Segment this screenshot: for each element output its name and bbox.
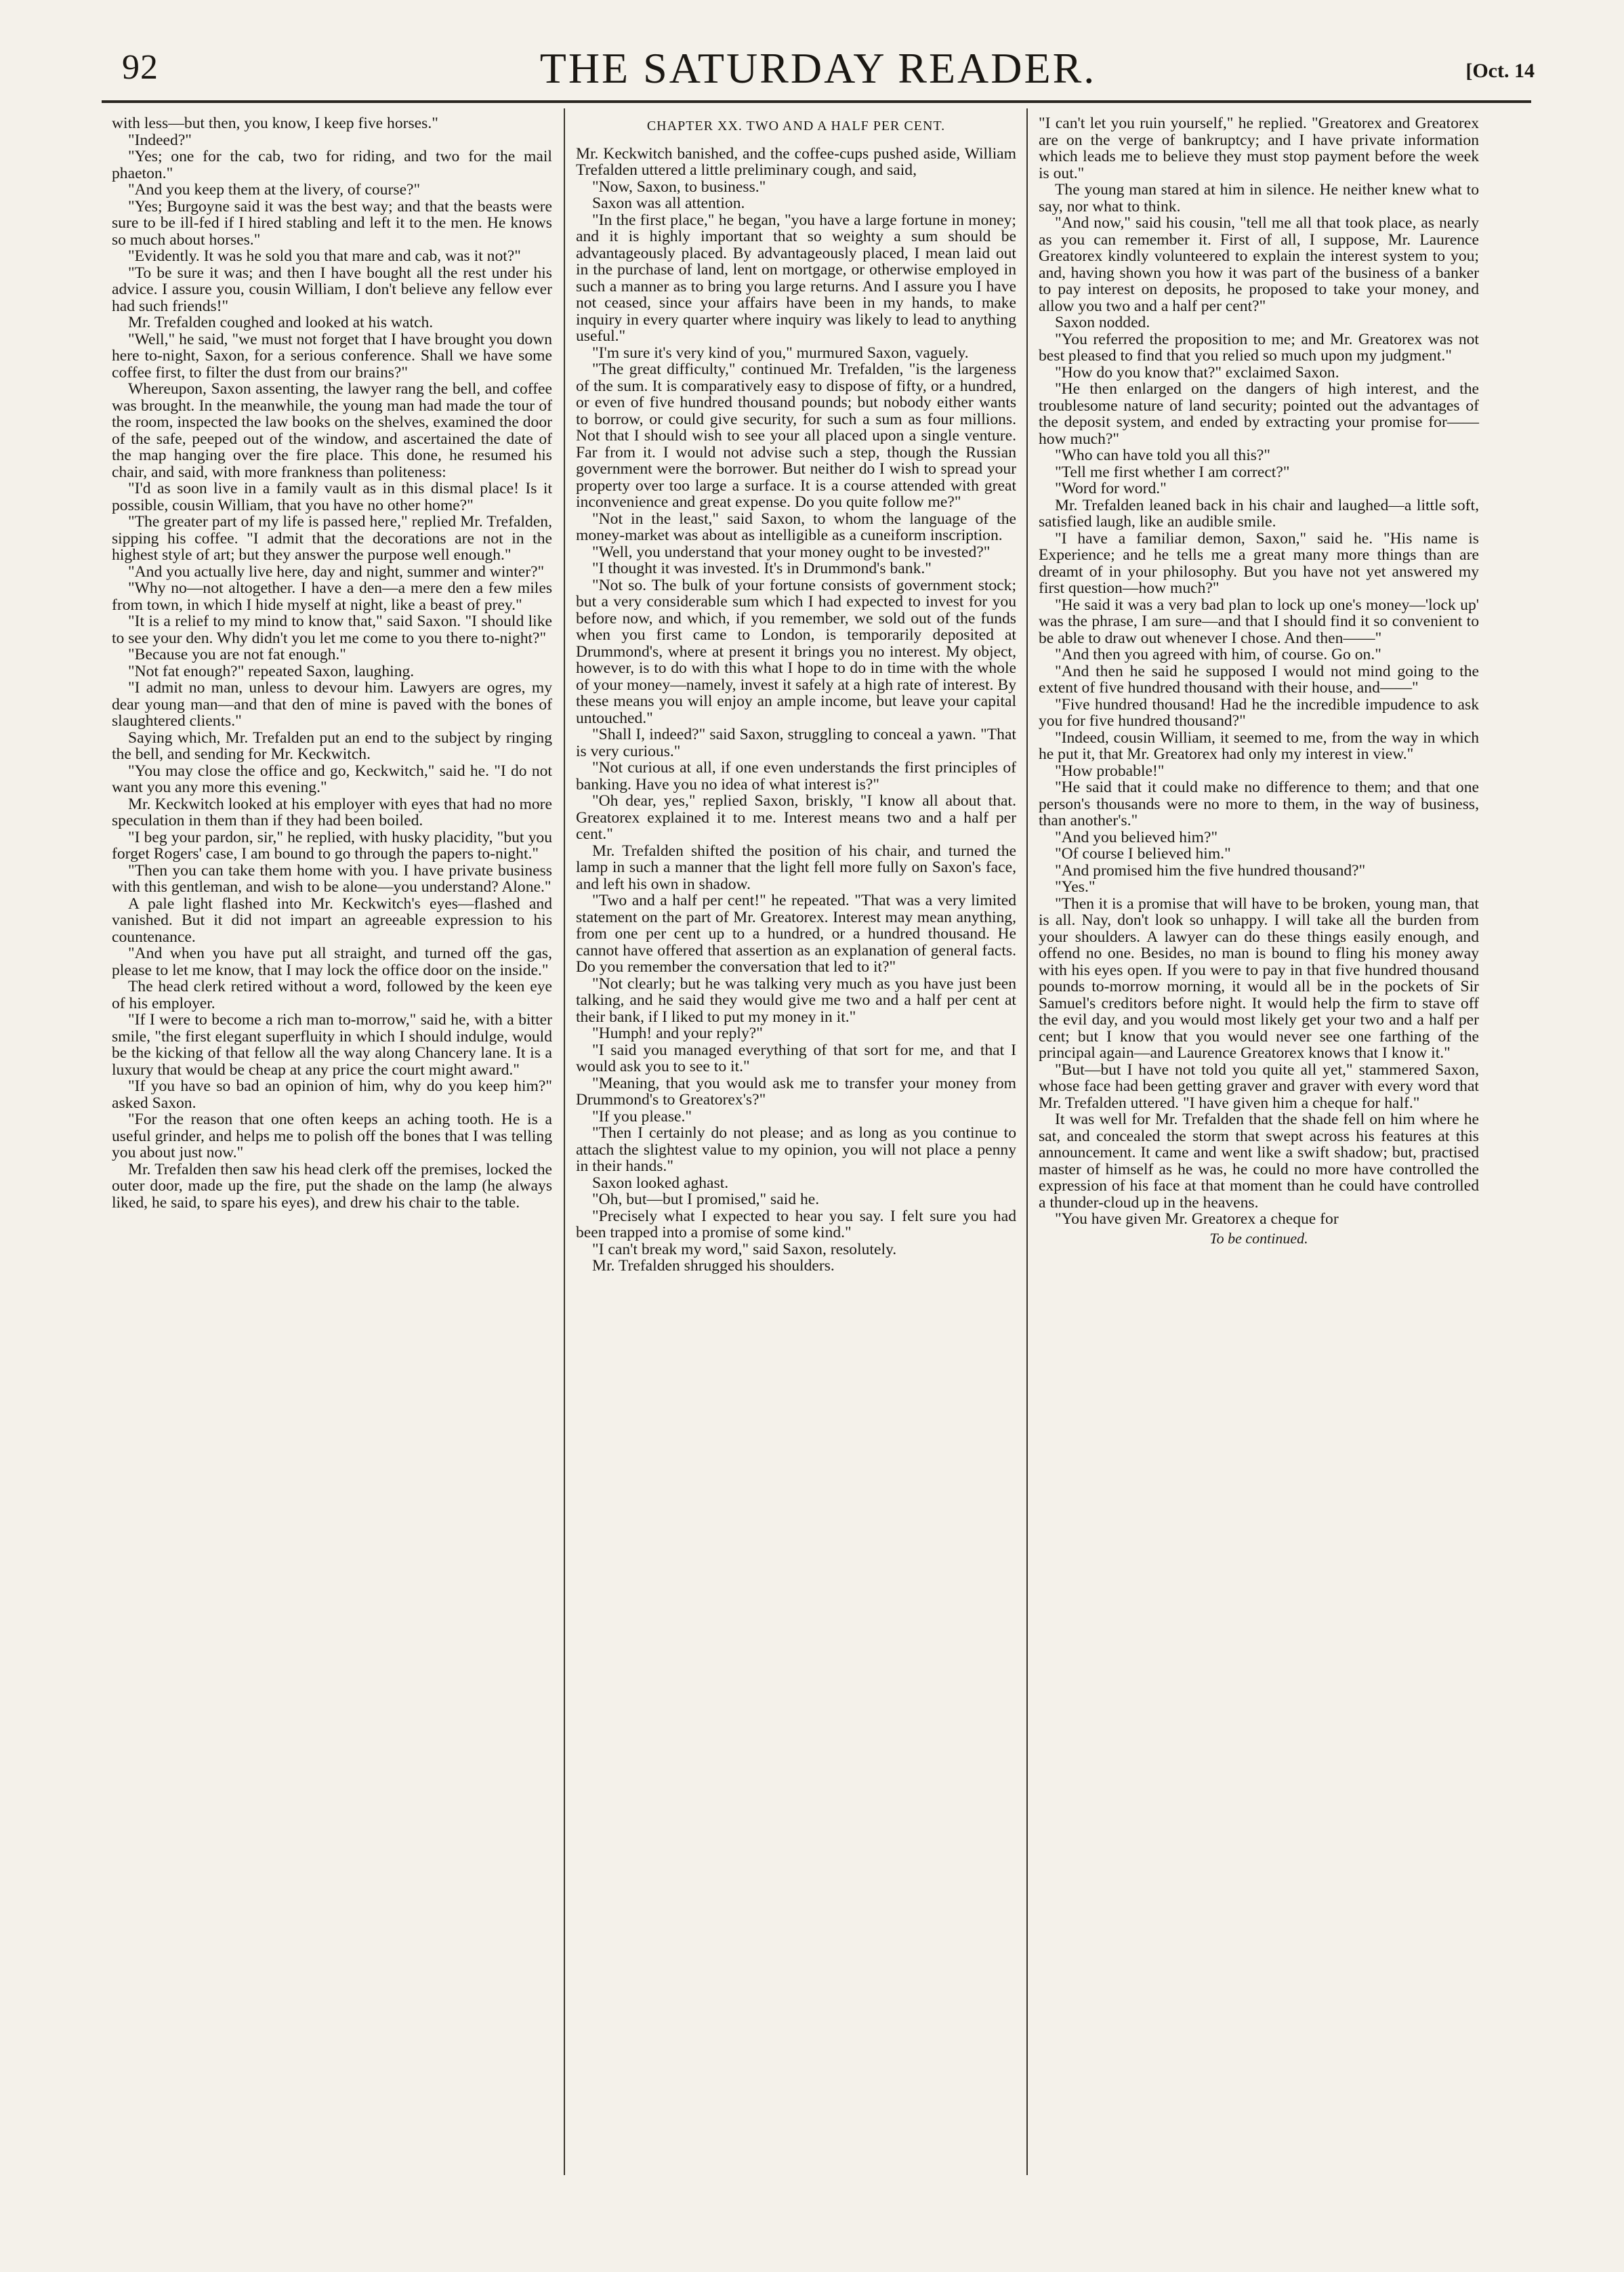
paragraph: "If you please." [592, 1107, 692, 1125]
paragraph: Mr. Keckwitch banished, and the coffee-cups pushed aside, William Trefalden uttered a little preliminary cough, and said, [576, 144, 1016, 179]
header-rule [102, 100, 1531, 103]
paragraph: "Of course I believed him." [1055, 845, 1231, 863]
paragraph: "Yes." [1055, 878, 1096, 896]
paragraph: "I admit no man, unless to devour him. Lawyers are ogres, my dear young man—and that den of mine is paved with the bones of slaughtered clients." [112, 679, 552, 730]
paragraph: "And you actually live here, day and night, summer and winter?" [128, 562, 545, 581]
paragraph: "Then I certainly do not please; and as long as you continue to attach the slightest value to my opinion, you will not place a penny in their hands." [576, 1124, 1016, 1175]
column-3-body [1039, 115, 1479, 1228]
page-number: 92 [122, 48, 159, 87]
paragraph: "I said you managed everything of that sort for me, and that I would ask you to see to it." [576, 1041, 1016, 1075]
paragraph: "Five hundred thousand! Had he the incredible impudence to ask you for five hundred thousand?" [1039, 695, 1479, 730]
paragraph: Saxon was all attention. [592, 194, 745, 212]
paragraph: "Not fat enough?" repeated Saxon, laughing. [128, 662, 415, 680]
column-2-body [576, 146, 1016, 1275]
paragraph: "Then it is a promise that will have to be broken, young man, that is all. Nay, don't look so unhappy. I will take all the burden from your shoulders. A lawyer can do these things easily enough, and offend no one. Besides, no man is bound to fling his money away with his eyes open. If you were to pay in that five hundred thousand pounds to-morrow morning, it would all be in the pockets of Sir Samuel's creditors before night. It would help the firm to stave off the evil day, and you would most likely get your two and a half per cent; but I know that you would never see one farthing of the principal again—and Laurence Greatorex knows that I know it." [1039, 894, 1479, 1062]
paragraph: "And you believed him?" [1055, 828, 1218, 846]
paragraph: "How do you know that?" exclaimed Saxon. [1055, 363, 1339, 381]
paragraph: It was well for Mr. Trefalden that the shade fell on him where he sat, and concealed the storm that swept across his features at this announcement. It came and went like a swift shadow; but, practised master of himself as he was, he could no more have controlled the expression of his face at that moment than he could have controlled a thunder-cloud up in the heavens. [1039, 1111, 1479, 1212]
paragraph: "Evidently. It was he sold you that mare and cab, was it not?" [128, 247, 521, 265]
paragraph: Whereupon, Saxon assenting, the lawyer rang the bell, and coffee was brought. In the meanwhile, the young man had made the tour of the room, inspected the law books on the shelves, examined the door of the safe, peeped out of the window, and ascertained the date of the map hanging over the fire place. This done, he resumed his chair, and said, with more frankness than politeness: [112, 380, 552, 481]
issue-date: [Oct. 14 [1465, 60, 1535, 82]
paragraph: "The great difficulty," continued Mr. Trefalden, "is the largeness of the sum. It is comparatively easy to dispose of fifty, or a hundred, or even of five hundred thousand pounds; but nobody either wants to borrow, or could give security, for such a sum as four millions. Not that I should wish to see your all placed upon a single venture. Far from it. I would not advise such a step, though the Russian government were the borrower. But neither do I wish to spread your property over too large a surface. It is a course attended with great inconvenience and great expense. Do you quite follow me?" [576, 360, 1016, 511]
paragraph: "Not clearly; but he was talking very much as you have just been talking, and he said they would give me two and a half per cent at their bank, if I liked to put my money in it." [576, 974, 1016, 1026]
paragraph: "Then you can take them home with you. I have private business with this gentleman, and wish to be alone—you understand? Alone." [112, 861, 552, 896]
paragraph: The young man stared at him in silence. He neither knew what to say, nor what to think. [1039, 181, 1479, 215]
paragraph: with less—but then, you know, I keep five horses." [112, 115, 438, 132]
paragraph: "He said that it could make no difference to them; and that one person's thousands were no more to them, in the way of business, than another's." [1039, 779, 1479, 829]
paragraph: "He said it was a very bad plan to lock up one's money—'lock up' was the phrase, I am sure—and that I should find it so convenient to be able to draw out whenever I chose. And then——" [1039, 596, 1479, 647]
paragraph: "Word for word." [1055, 480, 1167, 497]
paragraph: "And then he said he supposed I would not mind going to the extent of five hundred thousand with their house, and——" [1039, 662, 1479, 697]
paragraph: "Well, you understand that your money ought to be invested?" [592, 543, 991, 561]
paragraph: "I can't let you ruin yourself," he replied. "Greatorex and Greatorex are on the verge of bankruptcy; and I have private information which leads me to believe they must stop payment before the week is out." [1039, 115, 1479, 182]
paragraph: "You referred the proposition to me; and Mr. Greatorex was not best pleased to find that you relied so much upon my judgment." [1039, 330, 1479, 365]
paragraph: "To be sure it was; and then I have bought all the rest under his advice. I assure you, cousin William, I don't believe any fellow ever had such friends!" [112, 264, 552, 315]
paragraph: Mr. Trefalden coughed and looked at his watch. [128, 314, 434, 331]
to-be-continued: To be continued. [1209, 1229, 1308, 1247]
paragraph: "I'd as soon live in a family vault as in this dismal place! Is it possible, cousin William, that you have no other home?" [112, 480, 552, 514]
paragraph: "Well," he said, "we must not forget that I have brought you down here to-night, Saxon, for a serious conference. Shall we have some coffee first, to filter the dust from our brains?" [112, 330, 552, 381]
paragraph: "It is a relief to my mind to know that," said Saxon. "I should like to see your den. Why didn't you let me come to you there to-night?" [112, 613, 552, 647]
paragraph: "I'm sure it's very kind of you," murmured Saxon, vaguely. [592, 344, 969, 362]
paragraph: "Shall I, indeed?" said Saxon, struggling to conceal a yawn. "That is very curious." [576, 726, 1016, 760]
paragraph: "Why no—not altogether. I have a den—a mere den a few miles from town, in which I hide myself at night, like a beast of prey." [112, 579, 552, 614]
paragraph: "You have given Mr. Greatorex a cheque for [1055, 1210, 1339, 1228]
paragraph: Mr. Trefalden then saw his head clerk off the premises, locked the outer door, made up the fire, put the shade on the lamp (he always liked, he said, to spare his eyes), and drew his chair to the table. [112, 1160, 552, 1212]
paragraph: Saying which, Mr. Trefalden put an end to the subject by ringing the bell, and sending for Mr. Keckwitch. [112, 728, 552, 763]
paragraph: "I beg your pardon, sir," he replied, with husky placidity, "but you forget Rogers' case, I am bound to go through the papers to-night." [112, 828, 552, 863]
paragraph: "I have a familiar demon, Saxon," said he. "His name is Experience; and he tells me a great many more things than are dreamt of in your philosophy. But you have not yet answered my first question—how much?" [1039, 529, 1479, 597]
paragraph: "How probable!" [1055, 762, 1165, 780]
paragraph: "You may close the office and go, Keckwitch," said he. "I do not want you any more this evening." [112, 762, 552, 796]
paragraph: Mr. Trefalden shrugged his shoulders. [592, 1257, 835, 1275]
paragraph: Mr. Keckwitch looked at his employer with eyes that had no more speculation in them than if they had been boiled. [112, 795, 552, 829]
column-divider [564, 108, 565, 2175]
paragraph: "Who can have told you all this?" [1055, 447, 1271, 464]
paragraph: Saxon looked aghast. [592, 1174, 729, 1192]
paragraph: "Oh dear, yes," replied Saxon, briskly, "I know all about that. Greatorex explained it to me. Interest means two and a half per cent." [576, 792, 1016, 843]
paragraph: "Yes; one for the cab, two for riding, and two for the mail phaeton." [112, 148, 552, 182]
paragraph: "He then enlarged on the dangers of high interest, and the troublesome nature of land security; pointed out the advantages of the deposit system, and ended by extracting your promise for——how much?" [1039, 380, 1479, 448]
paragraph: "I can't break my word," said Saxon, resolutely. [592, 1240, 897, 1258]
chapter-heading: CHAPTER XX. TWO AND A HALF PER CENT. [646, 119, 946, 133]
paragraph: "And then you agreed with him, of course. Go on." [1055, 646, 1381, 663]
paragraph: "For the reason that one often keeps an aching tooth. He is a useful grinder, and helps me to polish off the bones that I was telling you about just now." [112, 1111, 552, 1161]
paragraph: "In the first place," he began, "you have a large fortune in money; and it is highly important that so weighty a sum should be advantageously placed. By advantageously placed, I mean laid out in the purchase of land, lent on mortgage, or otherwise employed in such a manner as to bring you large returns. And I assure you I have not ceased, since your affairs have been in my hands, to make inquiry in every quarter where inquiry was likely to lead to anything useful." [576, 211, 1016, 345]
paragraph: "Tell me first whether I am correct?" [1055, 463, 1290, 481]
paragraph: "And you keep them at the livery, of course?" [128, 181, 421, 199]
paragraph: "Oh, but—but I promised," said he. [592, 1191, 820, 1208]
paragraph: "If you have so bad an opinion of him, why do you keep him?" asked Saxon. [112, 1077, 552, 1112]
paragraph: "Meaning, that you would ask me to transfer your money from Drummond's to Greatorex's?" [576, 1074, 1016, 1109]
paragraph: "But—but I have not told you quite all yet," stammered Saxon, whose face had been getting graver and graver with every word that Mr. Trefalden uttered. "I have given him a cheque for half." [1039, 1060, 1479, 1112]
paragraph: "And when you have put all straight, and turned off the gas, please to let me know, that I may lock the office door on the inside." [112, 945, 552, 979]
column-3 [1039, 115, 1479, 1247]
running-title: THE SATURDAY READER. [539, 44, 1097, 92]
paragraph: "The greater part of my life is passed here," replied Mr. Trefalden, sipping his coffee. "I admit that the decorations are not in the highest style of art; but they answer the purpose well enough." [112, 513, 552, 564]
paragraph: "I thought it was invested. It's in Drummond's bank." [592, 560, 932, 577]
paragraph: "Not curious at all, if one even understands the first principles of banking. Have you no idea of what interest is?" [576, 759, 1016, 793]
column-1 [112, 115, 552, 1211]
paragraph: "Now, Saxon, to business." [592, 178, 766, 196]
paragraph: "Precisely what I expected to hear you say. I felt sure you had been trapped into a promise of some kind." [576, 1207, 1016, 1241]
paragraph: "Indeed, cousin William, it seemed to me, from the way in which he put it, that Mr. Greatorex had only my interest in view." [1039, 728, 1479, 763]
paragraph: "Yes; Burgoyne said it was the best way; and that the beasts were sure to be ill-fed if I hired stabling and left it to the men. He knows so much about horses." [112, 197, 552, 249]
paragraph: A pale light flashed into Mr. Keckwitch's eyes—flashed and vanished. But it did not impart an agreeable expression to his countenance. [112, 894, 552, 946]
paragraph: "If I were to become a rich man to-morrow," said he, with a bitter smile, "the first elegant superfluity in which I should indulge, would be the kicking of that fellow all the way along Chancery lane. It is a luxury that would be cheap at any price the court might award." [112, 1011, 552, 1079]
paragraph: "And now," said his cousin, "tell me all that took place, as nearly as you can remember it. First of all, I suppose, Mr. Laurence Greatorex kindly volunteered to explain the interest system to you; and, having shown you how it was part of the business of a banker to pay interest on deposits, he proposed to take your money, and allow you two and a half per cent?" [1039, 214, 1479, 315]
paragraph: "And promised him the five hundred thousand?" [1055, 861, 1366, 880]
paragraph: Mr. Trefalden shifted the position of his chair, and turned the lamp in such a manner that the light fell more fully on Saxon's face, and left his own in shadow. [576, 842, 1016, 893]
column-2 [576, 115, 1016, 1275]
page-header [102, 33, 1535, 100]
column-divider [1026, 108, 1028, 2175]
paragraph: Saxon nodded. [1055, 314, 1150, 331]
paragraph: "Because you are not fat enough." [128, 646, 346, 663]
paragraph: Mr. Trefalden leaned back in his chair and laughed—a little soft, satisfied laugh, like an audible smile. [1039, 496, 1479, 531]
paragraph: The head clerk retired without a word, followed by the keen eye of his employer. [112, 978, 552, 1012]
paragraph: "Humph! and your reply?" [592, 1025, 763, 1042]
paragraph: "Not in the least," said Saxon, to whom the language of the money-market was about as intelligible as a cuneiform inscription. [576, 510, 1016, 544]
paragraph: "Two and a half per cent!" he repeated. "That was a very limited statement on the part of Mr. Greatorex. Interest may mean anything, from one per cent up to a hundred, or a hundred thousand. He cannot have offered that assertion as an explanation of general facts. Do you remember the conversation that led to it?" [576, 892, 1016, 976]
paragraph: "Indeed?" [128, 131, 192, 149]
paragraph: "Not so. The bulk of your fortune consists of government stock; but a very considerable sum which I had expected to invest for you before now, and which, if you remember, we sold out of the funds when you first came to London, is temporarily deposited at Drummond's, where at present it brings you no interest. My object, however, is to do with this what I hope to do in time with the whole of your money—namely, invest it safely at a high rate of interest. By these means you will enjoy an ample income, but leave your capital untouched." [576, 576, 1016, 727]
